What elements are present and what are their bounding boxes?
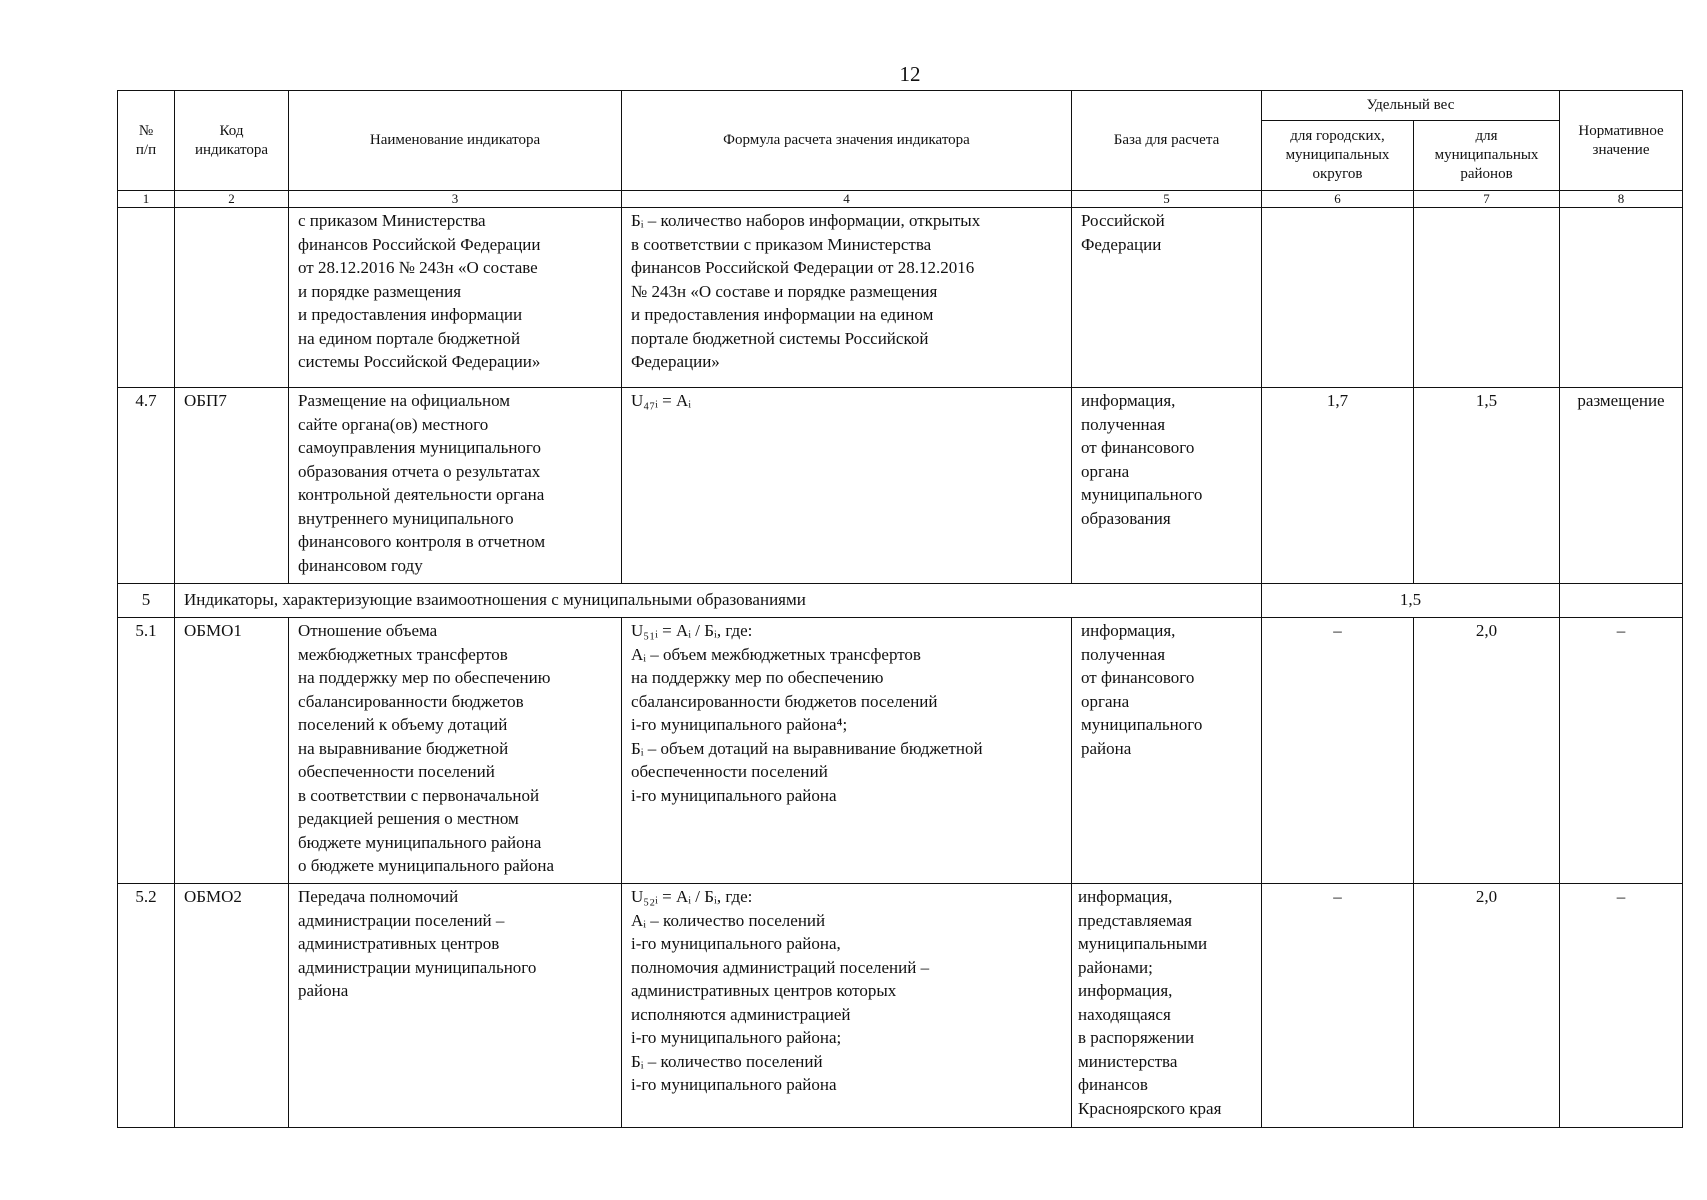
page-number: 12 bbox=[899, 62, 921, 86]
cell-code bbox=[175, 208, 289, 388]
cell-num: 5.1 bbox=[118, 618, 175, 884]
column-number: 5 bbox=[1072, 191, 1262, 208]
cell-base: Российской Федерации bbox=[1072, 208, 1262, 388]
cell-name: Размещение на официальном сайте органа(ов) местного самоуправления муниципального образования отчета о результатах контрольной деятельности органа внутреннего муниципального финансового контроля в отчетном финансовом году bbox=[289, 388, 622, 584]
cell-code: ОБП7 bbox=[175, 388, 289, 584]
table-header-row bbox=[118, 91, 1683, 121]
table-row-5-1 bbox=[118, 618, 1683, 884]
column-number: 6 bbox=[1262, 191, 1414, 208]
header-name: Наименование индикатора bbox=[289, 91, 622, 191]
cell-base: информация, полученная от финансового органа муниципального района bbox=[1072, 618, 1262, 884]
cell-weight-urban bbox=[1262, 208, 1414, 388]
cell-normative bbox=[1560, 208, 1683, 388]
header-weight-urban: для городских, муниципальных округов bbox=[1262, 121, 1414, 191]
cell-weight-urban: – bbox=[1262, 884, 1414, 1128]
cell-normative: – bbox=[1560, 618, 1683, 884]
header-base: База для расчета bbox=[1072, 91, 1262, 191]
cell-num: 5.2 bbox=[118, 884, 175, 1128]
cell-weight-districts: 2,0 bbox=[1414, 884, 1560, 1128]
cell-code: ОБМО1 bbox=[175, 618, 289, 884]
cell-name: Передача полномочий администрации поселений – административных центров администрации муниципального района bbox=[289, 884, 622, 1128]
cell-weight-districts bbox=[1414, 208, 1560, 388]
column-number: 1 bbox=[118, 191, 175, 208]
column-numbers-row bbox=[118, 191, 1683, 208]
cell-weight-urban: – bbox=[1262, 618, 1414, 884]
column-number: 7 bbox=[1414, 191, 1560, 208]
cell-formula: U₅₁ᵢ = Аᵢ / Бᵢ, где: Аᵢ – объем межбюджетных трансфертов на поддержку мер по обеспечению сбалансированности бюджетов поселений i-го муниципального района⁴; Бᵢ – объем дотаций на выравнивание бюджетной обеспеченности поселений i-го муниципального района bbox=[622, 618, 1072, 884]
cell-code: ОБМО2 bbox=[175, 884, 289, 1128]
cell-base: информация, полученная от финансового органа муниципального образования bbox=[1072, 388, 1262, 584]
header-code: Код индикатора bbox=[175, 91, 289, 191]
cell-formula: U₄₇ᵢ = Аᵢ bbox=[622, 388, 1072, 584]
header-weight-districts: для муниципальных районов bbox=[1414, 121, 1560, 191]
cell-weight-urban: 1,7 bbox=[1262, 388, 1414, 584]
cell-normative: – bbox=[1560, 884, 1683, 1128]
column-number: 2 bbox=[175, 191, 289, 208]
header-weight-group: Удельный вес bbox=[1262, 91, 1560, 121]
column-number: 3 bbox=[289, 191, 622, 208]
cell-name: с приказом Министерства финансов Российской Федерации от 28.12.2016 № 243н «О составе и порядке размещения и предоставления информации на едином портале бюджетной системы Российской Федерации» bbox=[289, 208, 622, 388]
table-section-row-5 bbox=[118, 584, 1683, 618]
cell-name: Отношение объема межбюджетных трансфертов на поддержку мер по обеспечению сбалансированности бюджетов поселений к объему дотаций на выравнивание бюджетной обеспеченности поселений в соответствии с первоначальной редакцией решения о местном бюджете муниципального района о бюджете муниципального района bbox=[289, 618, 622, 884]
table-row-5-2 bbox=[118, 884, 1683, 1128]
cell-formula: U₅₂ᵢ = Аᵢ / Бᵢ, где: Аᵢ – количество поселений i-го муниципального района, полномочия администраций поселений – административных центров которых исполняются администрацией i-го муниципального района; Бᵢ – количество поселений i-го муниципального района bbox=[622, 884, 1072, 1128]
header-formula: Формула расчета значения индикатора bbox=[622, 91, 1072, 191]
section-weight: 1,5 bbox=[1262, 584, 1560, 618]
cell-weight-districts: 2,0 bbox=[1414, 618, 1560, 884]
cell-formula: Бᵢ – количество наборов информации, открытых в соответствии с приказом Министерства финансов Российской Федерации от 28.12.2016 № 243н «О составе и порядке размещения и предоставления информации на едином портале бюджетной системы Российской Федерации» bbox=[622, 208, 1072, 388]
indicators-table bbox=[117, 90, 1683, 1128]
header-normative: Нормативное значение bbox=[1560, 91, 1683, 191]
column-number: 4 bbox=[622, 191, 1072, 208]
table-row-4-7 bbox=[118, 388, 1683, 584]
cell-base: информация, представляемая муниципальными районами; информация, находящаяся в распоряжении министерства финансов Красноярского края bbox=[1072, 884, 1262, 1128]
table-row-continuation bbox=[118, 208, 1683, 388]
section-normative-empty bbox=[1560, 584, 1683, 618]
section-title: Индикаторы, характеризующие взаимоотношения с муниципальными образованиями bbox=[175, 584, 1262, 618]
cell-normative: размещение bbox=[1560, 388, 1683, 584]
cell-num: 4.7 bbox=[118, 388, 175, 584]
cell-num bbox=[118, 208, 175, 388]
header-num: № п/п bbox=[118, 91, 175, 191]
cell-weight-districts: 1,5 bbox=[1414, 388, 1560, 584]
section-num: 5 bbox=[118, 584, 175, 618]
column-number: 8 bbox=[1560, 191, 1683, 208]
